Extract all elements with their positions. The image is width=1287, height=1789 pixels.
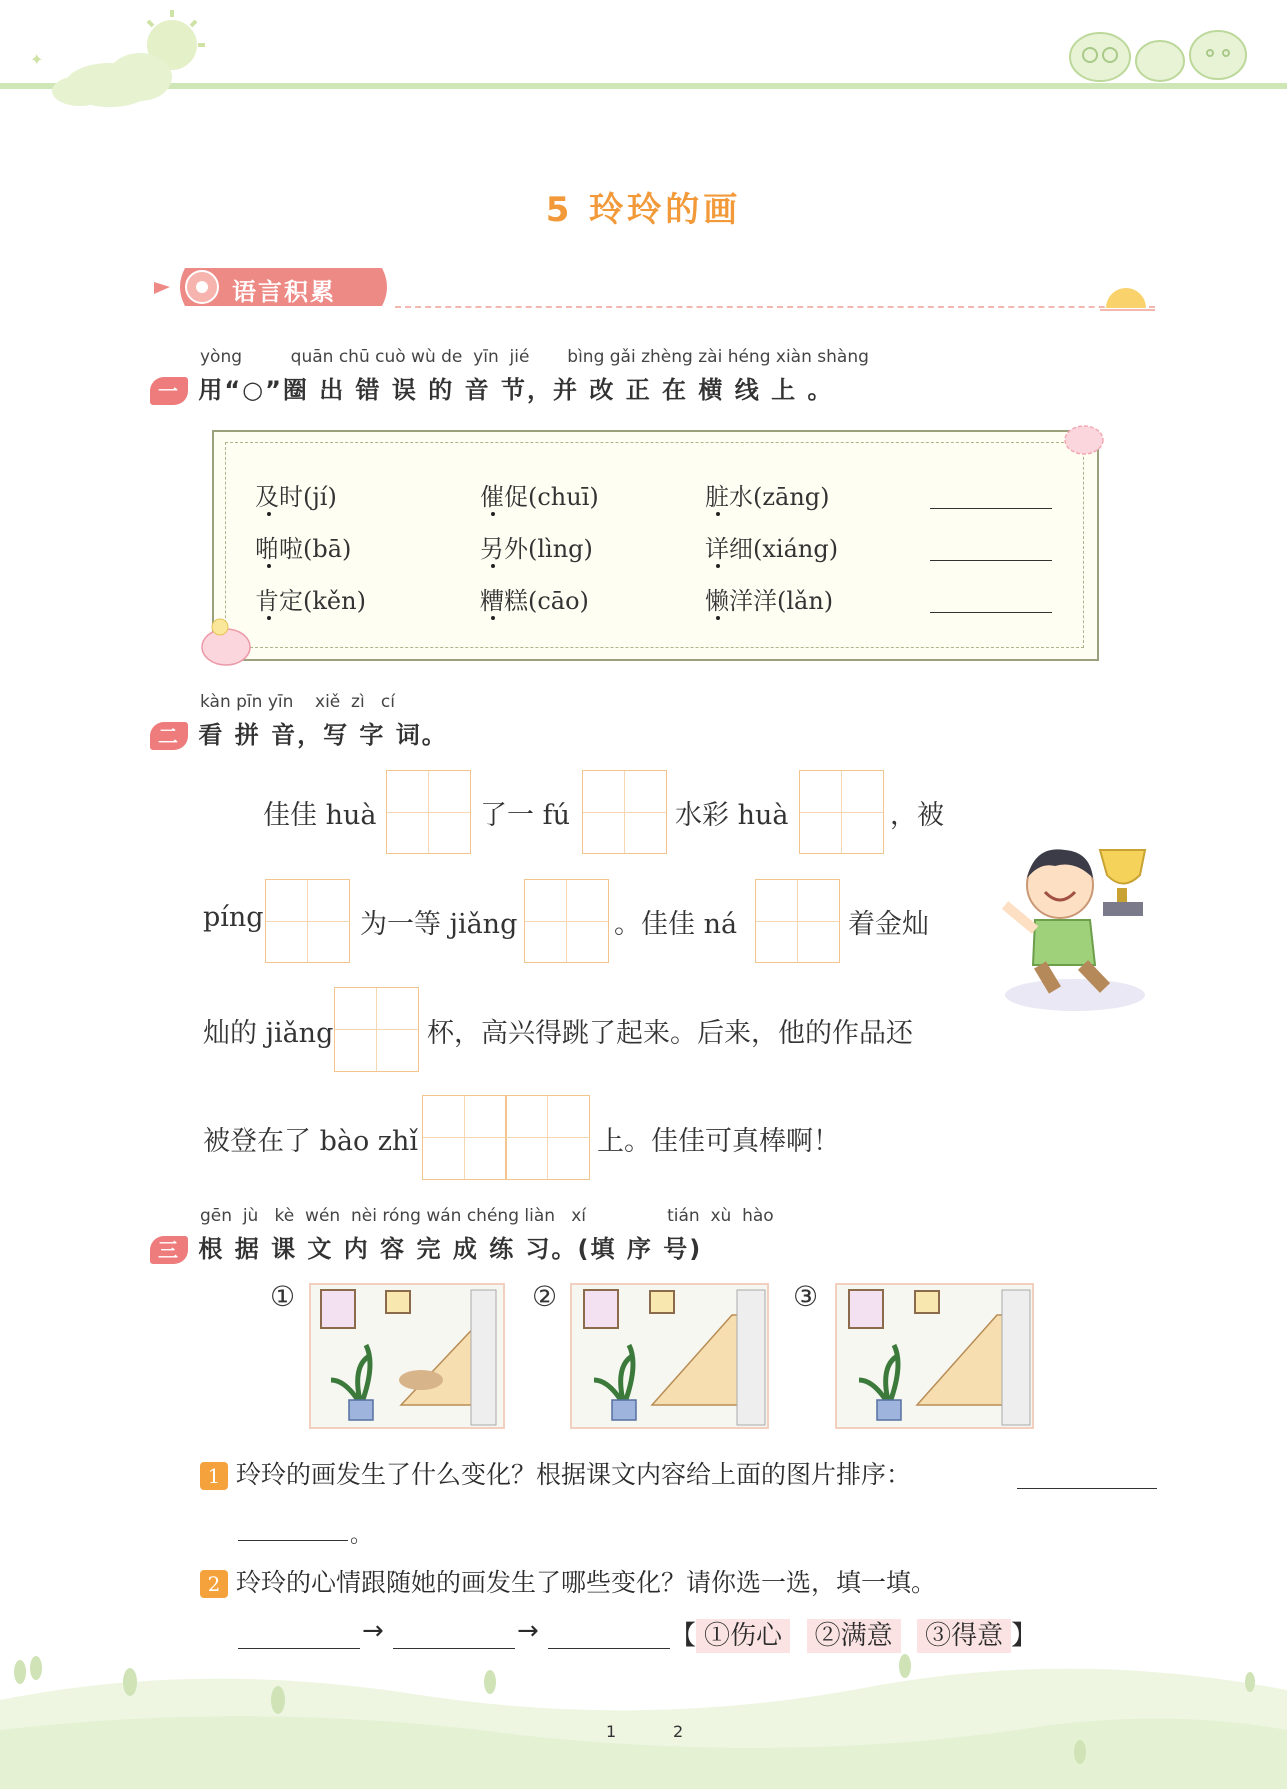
picture-label: ②	[532, 1280, 558, 1313]
char-grid-box[interactable]	[755, 879, 840, 963]
emphasis-dot	[716, 616, 720, 620]
q2-text-segment: píng	[203, 902, 264, 933]
emphasis-dot	[491, 616, 495, 620]
pig-mascot-icon	[198, 615, 254, 667]
sunset-icon	[1100, 282, 1155, 314]
q2-badge: 二	[150, 722, 188, 750]
q3-sub1-end: 。	[350, 1523, 373, 1548]
page-title: 5 玲玲的画	[545, 190, 742, 230]
q2-heading	[150, 715, 448, 750]
staircase-scene-icon	[311, 1285, 503, 1427]
arrow: →	[517, 1616, 539, 1646]
q2-text-segment: 为一等 jiǎng	[360, 909, 518, 940]
q2-text-segment: 灿的 jiǎng	[203, 1018, 334, 1049]
emphasis-dot	[716, 564, 720, 568]
page-number: 1	[606, 1722, 617, 1741]
staircase-picture	[835, 1283, 1034, 1429]
q2-text-segment: 。佳佳 ná	[614, 909, 738, 940]
q1-word: 催促(chuī)	[480, 483, 599, 511]
char-grid-box[interactable]	[524, 879, 609, 963]
q1-word: 啪啦(bā)	[255, 535, 352, 563]
q3-pinyin: gēn jù kè wén nèi róng wán chéng liàn xí tián xù hào	[200, 1206, 774, 1226]
q1-word: 及时(jí)	[255, 483, 337, 511]
q1-answer-line[interactable]	[930, 508, 1052, 509]
q2-text-segment: 佳佳 huà	[263, 800, 377, 831]
q2-text-segment: 上。佳佳可真棒啊！	[597, 1126, 840, 1157]
char-grid-box[interactable]	[505, 1095, 590, 1180]
q1-word: 糟糕(cāo)	[480, 587, 589, 615]
q1-answer-line[interactable]	[930, 612, 1052, 613]
options-close-bracket: 】	[1011, 1621, 1038, 1651]
staircase-scene-icon	[572, 1285, 767, 1427]
q1-heading	[150, 370, 833, 405]
q3-sub1-text: 玲玲的画发生了什么变化？根据课文内容给上面的图片排序：	[235, 1460, 911, 1489]
emphasis-dot	[267, 564, 271, 568]
q2-text-segment: 着金灿	[848, 909, 929, 940]
emphasis-dot	[267, 512, 271, 516]
emphasis-dot	[716, 512, 720, 516]
q3-text: 根 据 课 文 内 容 完 成 练 习。(填 序 号)	[198, 1235, 703, 1263]
q1-word-frame-inner	[225, 442, 1084, 648]
footer-hills	[0, 1640, 1287, 1789]
picture-label: ①	[270, 1280, 296, 1313]
arrow: →	[362, 1616, 384, 1646]
staircase-picture	[309, 1283, 505, 1429]
boy-with-trophy-illustration	[995, 830, 1155, 1015]
q2-pinyin: kàn pīn yīn xiě zì cí	[200, 692, 395, 712]
sub-question-number: 2	[200, 1570, 228, 1598]
flower-icon	[1062, 422, 1106, 458]
emphasis-dot	[267, 616, 271, 620]
mood-option: ①伤心	[696, 1619, 790, 1653]
q1-badge: 一	[150, 377, 188, 405]
svg-text:✦: ✦	[30, 50, 44, 69]
order-answer-line[interactable]	[238, 1540, 348, 1541]
q2-text-segment: 水彩 huà	[675, 800, 789, 831]
q1-word: 懒洋洋(lǎn)	[705, 587, 834, 615]
q2-text-segment: 了一 fú	[480, 800, 570, 831]
char-grid-box[interactable]	[386, 770, 471, 854]
section-divider	[395, 306, 1155, 308]
q3-badge: 三	[150, 1236, 188, 1264]
options-open-bracket: 【	[670, 1621, 697, 1651]
q2-text-segment: ，被	[890, 800, 944, 831]
char-grid-box[interactable]	[422, 1095, 507, 1180]
q2-text-segment: 杯，高兴得跳了起来。后来，他的作品还	[427, 1018, 913, 1049]
char-grid-box[interactable]	[265, 879, 350, 963]
animal-faces-icon	[1060, 15, 1260, 85]
q1-pinyin: yòng quān chū cuò wù de yīn jié bìng gǎi zhèng zài héng xiàn shàng	[200, 347, 869, 367]
mood-option: ③得意	[917, 1619, 1011, 1653]
section-banner-label: 语言积累	[232, 278, 336, 306]
q1-text: 用“○”圈 出 错 误 的 音 节，并 改 正 在 横 线 上 。	[198, 376, 834, 404]
cloud-sun-icon	[20, 5, 210, 110]
staircase-picture	[570, 1283, 769, 1429]
char-grid-box[interactable]	[799, 770, 884, 854]
q3-sub2	[200, 1563, 936, 1599]
picture-label: ③	[793, 1280, 819, 1313]
mood-option: ②满意	[807, 1619, 901, 1653]
char-grid-box[interactable]	[582, 770, 667, 854]
sub-question-number: 1	[200, 1462, 228, 1490]
emphasis-dot	[491, 564, 495, 568]
char-grid-box[interactable]	[334, 987, 419, 1072]
q1-word: 脏水(zāng)	[705, 483, 830, 511]
q1-word: 另外(lìng)	[480, 535, 593, 563]
q1-answer-line[interactable]	[930, 560, 1052, 561]
q2-text-segment: 被登在了 bào zhǐ	[203, 1126, 419, 1157]
emphasis-dot	[491, 512, 495, 516]
q3-sub1	[200, 1455, 911, 1491]
q1-word: 肯定(kěn)	[255, 587, 366, 615]
q3-sub2-text: 玲玲的心情跟随她的画发生了哪些变化？请你选一选，填一填。	[235, 1568, 936, 1597]
order-answer-line[interactable]	[1017, 1488, 1157, 1489]
q2-text: 看 拼 音，写 字 词。	[198, 721, 448, 749]
q3-heading	[150, 1229, 702, 1264]
q1-word: 详细(xiáng)	[705, 535, 839, 563]
page-number: 2	[673, 1722, 684, 1741]
staircase-scene-icon	[837, 1285, 1032, 1427]
